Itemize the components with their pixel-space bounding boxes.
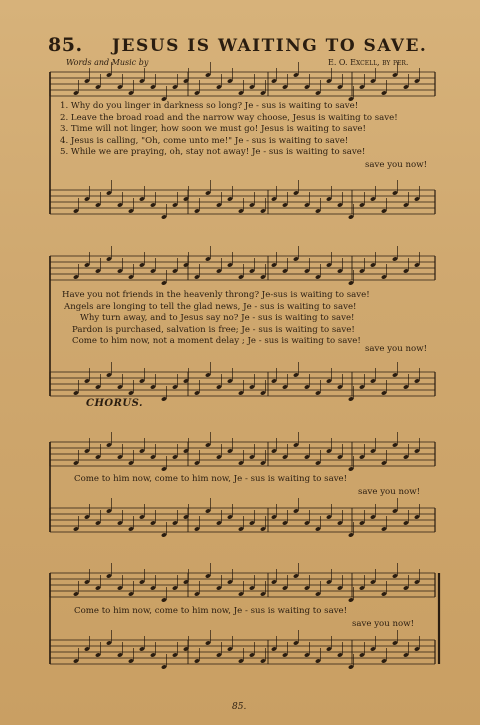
verse-line: 1. Why do you linger in darkness so long? Je - sus is waiting to save! [60,101,359,111]
refrain-text: save you now! [365,344,428,354]
verse-line: Pardon is purchased, salvation is free; Je - sus is waiting to save! [72,324,355,335]
verse-line: 3. Time will not linger, how soon we must go! Jesus is waiting to save! [60,124,366,135]
chorus-label: CHORUS. [86,398,143,409]
refrain-text: save you now! [365,160,428,170]
chorus-refrain-1: save you now! [358,487,421,497]
verse-line: 2. Leave the broad road and the narrow way choose, Jesus is waiting to save! [60,112,398,123]
credit-left: Words and Music by [66,58,149,67]
verse-line: Angels are longing to tell the glad news, Je - sus is waiting to save! [64,301,357,312]
verse-line: 4. Jesus is calling, "Oh, come unto me!" Je - sus is waiting to save! [60,135,349,146]
verse-line: Come to him now, not a moment delay ; Je - sus is waiting to save! [72,336,361,347]
hymn-number: 85. [48,34,83,56]
verse-block-2 [62,290,370,348]
chorus-lyric-1: Come to him now, come to him now, Je - sus is waiting to save! [74,474,348,484]
chorus-lyric-2: Come to him now, come to him now, Je - sus is waiting to save! [74,606,348,616]
verse-line: Have you not friends in the heavenly throng? Je-sus is waiting to save! [62,290,370,300]
page-number: 85. [232,702,247,712]
chorus-refrain-2: save you now! [352,619,415,629]
credit-right: E. O. Excell, by per. [328,58,409,67]
verse-block-1 [60,101,398,159]
verse-line: Why turn away, and to Jesus say no? Je - sus is waiting to save! [80,313,355,324]
hymn-title: JESUS IS WAITING TO SAVE. [112,36,428,56]
verse-line: 5. While we are praying, oh, stay not away! Je - sus is waiting to save! [60,147,366,158]
